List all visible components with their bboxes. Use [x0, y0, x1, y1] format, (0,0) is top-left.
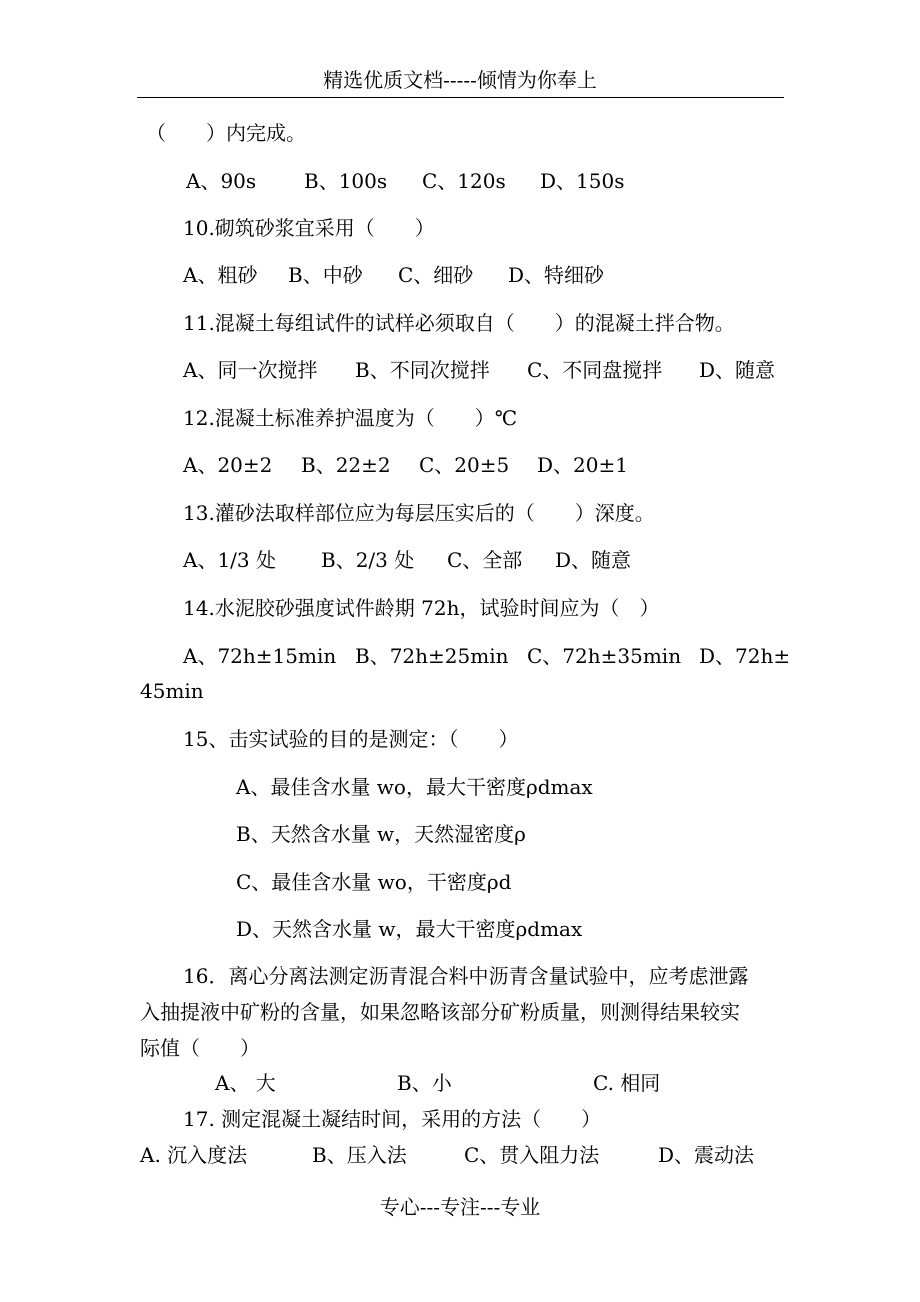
q13-option-c: C、全部 [447, 548, 523, 572]
q9-options [186, 167, 624, 195]
q16-stem-line-2: 入抽提液中矿粉的含量，如果忽略该部分矿粉质量，则测得结果较实 [140, 1000, 740, 1024]
q16-options [215, 1069, 660, 1097]
q17-option-d: D、震动法 [658, 1143, 755, 1167]
q11-options [183, 356, 775, 384]
q11-stem: 11.混凝土每组试件的试样必须取自（ ）的混凝土拌合物。 [183, 311, 735, 335]
q15-option-d: D、天然含水量 w，最大干密度ρdmax [236, 917, 583, 941]
q11-option-b: B、不同次搅拌 [355, 358, 490, 382]
q13-stem: 13.灌砂法取样部位应为每层压实后的（ ）深度。 [183, 501, 655, 525]
q10-option-b: B、中砂 [288, 263, 363, 287]
q9-option-b: B、100s [304, 169, 388, 193]
q17-options [140, 1141, 754, 1169]
q17-option-a: A. 沉入度法 [140, 1143, 248, 1167]
q13-option-a: A、1/3 处 [183, 548, 276, 572]
page-footer: 专心---专注---专业 [379, 1195, 541, 1219]
q14-option-a: A、72h±15min [183, 644, 337, 668]
q11-option-c: C、不同盘搅拌 [527, 358, 663, 382]
q12-option-b: B、22±2 [301, 453, 391, 477]
q14-option-d: D、72h± [699, 644, 791, 668]
q10-option-c: C、细砂 [398, 263, 474, 287]
q10-option-a: A、粗砂 [183, 263, 258, 287]
q12-options [183, 451, 628, 479]
q12-stem: 12.混凝土标准养护温度为（ ）℃ [183, 406, 518, 430]
q15-option-a: A、最佳含水量 wo，最大干密度ρdmax [236, 775, 593, 799]
q16-option-b: B、小 [397, 1071, 452, 1095]
q9-continuation: （ ）内完成。 [146, 121, 306, 145]
q17-option-c: C、贯入阻力法 [464, 1143, 600, 1167]
q9-option-c: C、120s [422, 169, 506, 193]
q12-option-c: C、20±5 [419, 453, 510, 477]
q13-option-d: D、随意 [555, 548, 632, 572]
q14-option-c: C、72h±35min [527, 644, 682, 668]
q13-options [183, 546, 631, 574]
q9-option-a: A、90s [186, 169, 257, 193]
header-divider [137, 97, 784, 98]
q14-stem: 14.水泥胶砂强度试件龄期 72h，试验时间应为（ ） [183, 596, 660, 620]
q16-stem-line-3: 际值（ ） [140, 1036, 260, 1060]
q13-option-b: B、2/3 处 [321, 548, 415, 572]
q9-option-d: D、150s [540, 169, 625, 193]
q17-stem: 17. 测定混凝土凝结时间，采用的方法（ ） [183, 1107, 602, 1131]
q10-stem: 10.砌筑砂浆宜采用（ ） [183, 216, 435, 240]
q16-option-c: C. 相同 [593, 1071, 661, 1095]
q12-option-a: A、20±2 [183, 453, 273, 477]
q14-options [183, 642, 790, 670]
q16-stem-line-1: 16．离心分离法测定沥青混合料中沥青含量试验中，应考虑泄露 [183, 964, 749, 988]
q15-option-b: B、天然含水量 w，天然湿密度ρ [236, 822, 526, 846]
q15-option-c: C、最佳含水量 wo，干密度ρd [236, 870, 512, 894]
q16-option-a: A、 大 [215, 1071, 276, 1095]
q11-option-a: A、同一次搅拌 [183, 358, 318, 382]
q14-option-d-wrap: 45min [140, 679, 204, 703]
q12-option-d: D、20±1 [537, 453, 628, 477]
q10-options [183, 261, 604, 289]
q17-option-b: B、压入法 [312, 1143, 407, 1167]
q14-option-b: B、72h±25min [355, 644, 509, 668]
q10-option-d: D、特细砂 [508, 263, 605, 287]
page-header: 精选优质文档-----倾情为你奉上 [323, 68, 597, 92]
q11-option-d: D、随意 [699, 358, 776, 382]
q15-stem: 15、击实试验的目的是测定：（ ） [183, 727, 519, 751]
